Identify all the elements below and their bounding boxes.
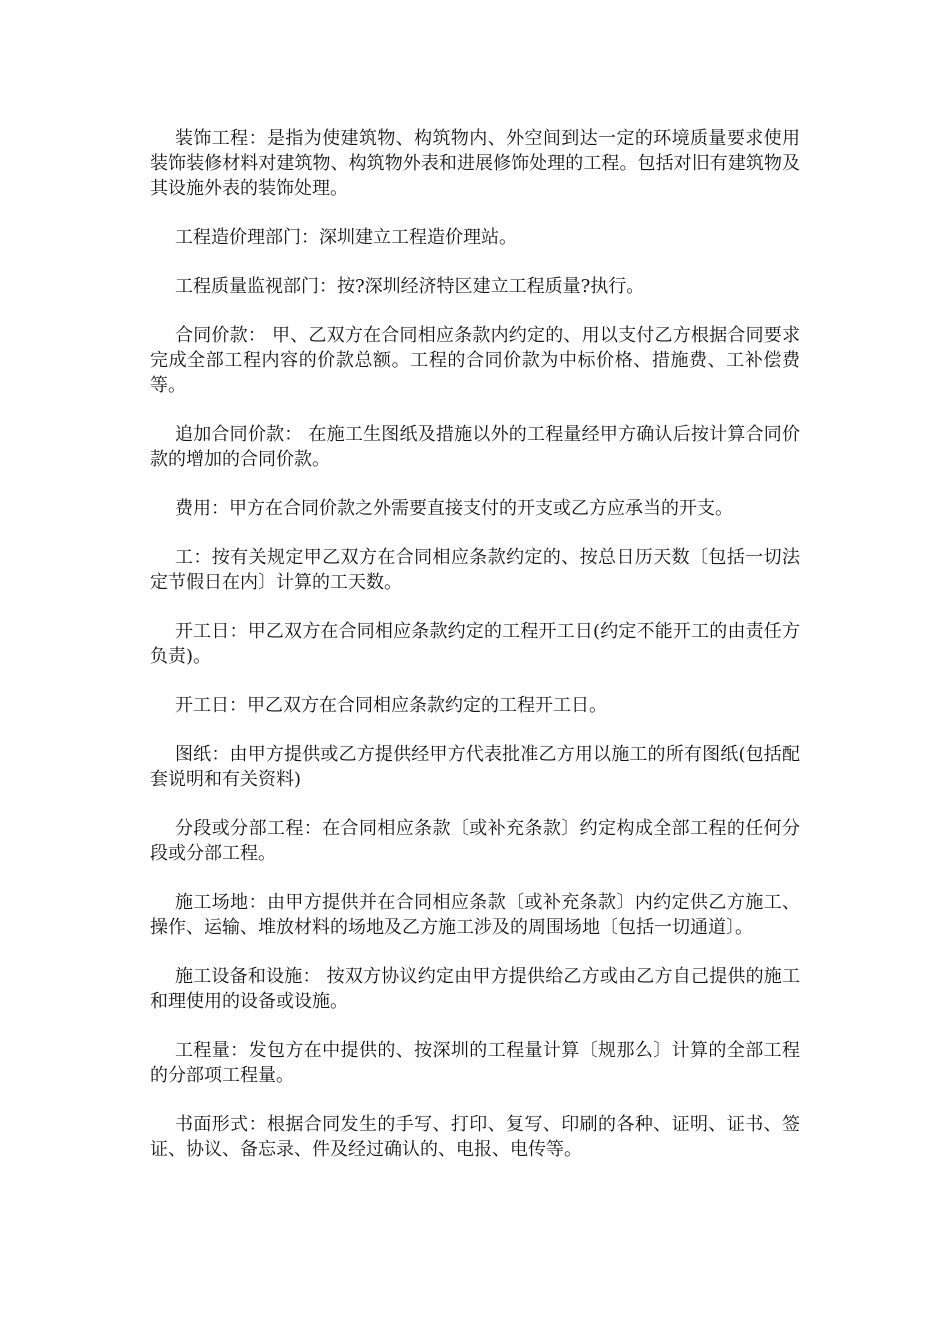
definition-written-form: 书面形式：根据合同发生的手写、打印、复写、印刷的各种、证明、证书、签证、协议、备忘录、件及经过确认的、电报、电传等。 [150,1114,800,1160]
definition-start-date-2: 开工日：甲乙双方在合同相应条款约定的工程开工日。 [175,695,607,716]
document-body [150,126,800,1186]
definition-quality-supervision-dept: 工程质量监视部门：按?深圳经济特区建立工程质量?执行。 [175,276,645,297]
definition-construction-site: 施工场地：由甲方提供并在合同相应条款〔或补充条款〕内约定供乙方施工、操作、运输、堆放材料的场地及乙方施工涉及的周围场地〔包括一切通道〕。 [150,892,800,938]
definition-drawings: 图纸：由甲方提供或乙方提供经甲方代表批准乙方用以施工的所有图纸(包括配套说明和有关资料) [150,744,800,790]
definition-expenses: 费用：甲方在合同价款之外需要直接支付的开支或乙方应承当的开支。 [175,498,733,519]
definition-contract-price: 合同价款： 甲、乙双方在合同相应条款内约定的、用以支付乙方根据合同要求完成全部工程内容的价款总额。工程的合同价款为中标价格、措施费、工补偿费等。 [150,325,800,396]
definition-additional-contract-price: 追加合同价款： 在施工生图纸及措施以外的工程量经甲方确认后按计算合同价款的增加的合同价款。 [150,424,800,470]
definition-work-days: 工：按有关规定甲乙双方在合同相应条款约定的、按总日历天数〔包括一切法定节假日在内〕计算的工天数。 [150,547,800,593]
definition-equipment-facilities: 施工设备和设施： 按双方协议约定由甲方提供给乙方或由乙方自己提供的施工和理使用的设备或设施。 [150,966,800,1012]
definition-section-works: 分段或分部工程：在合同相应条款〔或补充条款〕约定构成全部工程的任何分段或分部工程。 [150,818,800,864]
definition-start-date-1: 开工日：甲乙双方在合同相应条款约定的工程开工日(约定不能开工的由责任方负责)。 [150,621,800,667]
definition-cost-management-dept: 工程造价理部门：深圳建立工程造价理站。 [175,227,517,248]
definition-quantities: 工程量：发包方在中提供的、按深圳的工程量计算〔规那么〕计算的全部工程的分部项工程量。 [150,1040,800,1086]
definition-decoration-works: 装饰工程：是指为使建筑物、构筑物内、外空间到达一定的环境质量要求使用装饰装修材料对建筑物、构筑物外表和进展修饰处理的工程。包括对旧有建筑物及其设施外表的装饰处理。 [150,128,800,199]
